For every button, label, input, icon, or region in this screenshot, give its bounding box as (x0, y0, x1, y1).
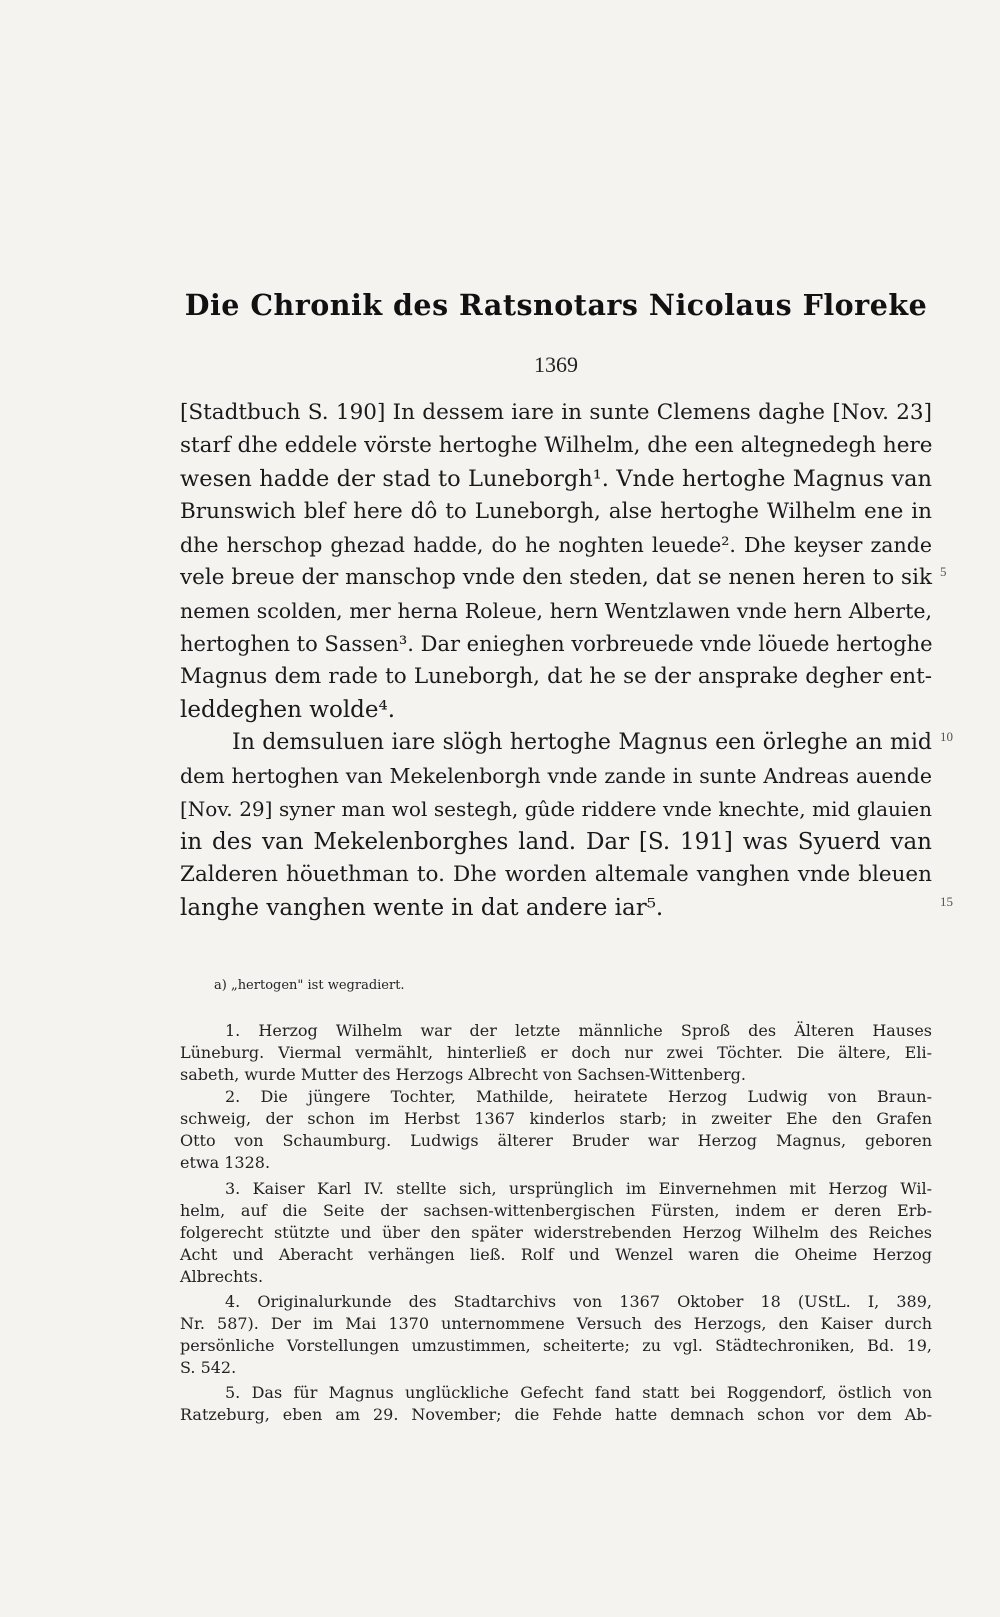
text-line: in des van Mekelenborghes land. Dar [S. 191] was Syuerd van (180, 829, 932, 855)
text-line: leddeghen wolde⁴. (180, 697, 396, 723)
text-line: Brunswich blef here dô to Luneborgh, alse hertoghe Wilhelm ene in (180, 499, 932, 524)
text-line: langhe vanghen wente in dat andere iar⁵. (180, 895, 664, 921)
footnote-line: Nr. 587). Der im Mai 1370 unternommene Versuch des Herzogs, den Kaiser durch (180, 1314, 932, 1333)
text-line: Zalderen höuethman to. Dhe worden altemale vanghen vnde bleuen (180, 862, 932, 887)
chapter-title: Die Chronik des Ratsnotars Nicolaus Floreke (184, 288, 928, 322)
footnote-line: S. 542. (180, 1358, 237, 1377)
text-line: nemen scolden, mer herna Roleue, hern Wentzlawen vnde hern Alberte, (180, 599, 932, 623)
line-number: 10 (940, 729, 953, 744)
year-heading: 1369 (534, 352, 578, 377)
text-line: In demsuluen iare slögh hertoghe Magnus een örleghe an mid (232, 730, 932, 755)
line-number: 15 (940, 894, 953, 909)
text-line: wesen hadde der stad to Luneborgh¹. Vnde hertoghe Magnus van (180, 466, 932, 492)
line-number: 5 (940, 564, 947, 579)
footnote-line: sabeth, wurde Mutter des Herzogs Albrecht von Sachsen-Wittenberg. (180, 1065, 746, 1084)
footnote-line: 5. Das für Magnus unglückliche Gefecht fand statt bei Roggendorf, östlich von (225, 1383, 932, 1402)
footnote-line: Lüneburg. Viermal vermählt, hinterließ er doch nur zwei Töchter. Die ältere, Eli- (180, 1043, 932, 1062)
footnote-line: Ratzeburg, eben am 29. November; die Fehde hatte demnach schon vor dem Ab- (180, 1405, 932, 1424)
text-line: dem hertoghen van Mekelenborgh vnde zande in sunte Andreas auende (180, 764, 932, 788)
footnote-line: Acht und Aberacht verhängen ließ. Rolf und Wenzel waren die Oheime Herzog (180, 1245, 932, 1264)
footnote-line: 2. Die jüngere Tochter, Mathilde, heiratete Herzog Ludwig von Braun- (225, 1087, 932, 1106)
footnote-line: Albrechts. (180, 1267, 264, 1286)
text-line: Magnus dem rade to Luneborgh, dat he se der ansprake degher ent- (180, 664, 932, 689)
footnote-line: helm, auf die Seite der sachsen-wittenbergischen Fürsten, indem er deren Erb- (180, 1201, 932, 1220)
text-line: hertoghen to Sassen³. Dar enieghen vorbreuede vnde löuede hertoghe (180, 632, 933, 656)
text-line: starf dhe eddele vörste hertoghe Wilhelm, dhe een altegnedegh here (180, 433, 933, 458)
footnote-line: schweig, der schon im Herbst 1367 kinderlos starb; in zweiter Ehe den Grafen (180, 1109, 932, 1128)
critical-note: a) „hertogen" ist wegradiert. (214, 978, 405, 993)
footnote-line: Otto von Schaumburg. Ludwigs älterer Bruder war Herzog Magnus, geboren (180, 1131, 932, 1150)
text-line: [Stadtbuch S. 190] In dessem iare in sunte Clemens daghe [Nov. 23] (180, 400, 932, 425)
footnote-line: etwa 1328. (180, 1153, 271, 1172)
text-line: dhe herschop ghezad hadde, do he noghten leuede². Dhe keyser zande (180, 533, 932, 557)
text-line: vele breue der manschop vnde den steden, dat se nenen heren to sik (180, 565, 932, 590)
footnote-line: 4. Originalurkunde des Stadtarchivs von 1367 Oktober 18 (UStL. I, 389, (225, 1292, 932, 1311)
footnote-line: 3. Kaiser Karl IV. stellte sich, ursprünglich im Einvernehmen mit Herzog Wil- (225, 1179, 932, 1198)
footnote-line: persönliche Vorstellungen umzustimmen, scheiterte; zu vgl. Städtechroniken, Bd. 19, (180, 1336, 932, 1355)
footnote-line: folgerecht stützte und über den später widerstrebenden Herzog Wilhelm des Reiches (180, 1223, 932, 1242)
footnote-line: 1. Herzog Wilhelm war der letzte männliche Sproß des Älteren Hauses (225, 1021, 932, 1040)
text-line: [Nov. 29] syner man wol sestegh, gûde riddere vnde knechte, mid glauien (180, 797, 932, 821)
